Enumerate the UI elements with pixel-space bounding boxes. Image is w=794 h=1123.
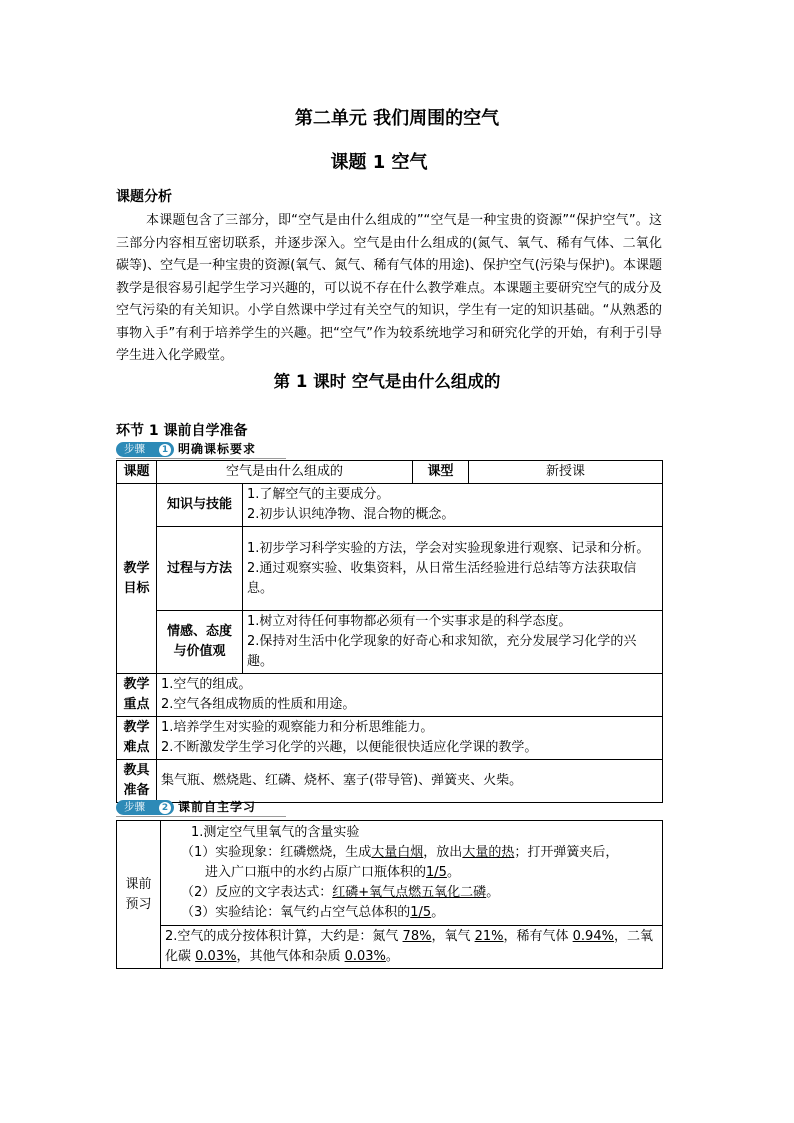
analysis-heading: 课题分析 <box>116 189 172 205</box>
step-pill-label: 步骤 <box>124 801 145 813</box>
answer: 大量的热 <box>462 845 515 860</box>
key-label: 教学重点 <box>117 674 157 717</box>
goal-line: 1.了解空气的主要成分。 <box>247 487 390 502</box>
goal-label: 过程与方法 <box>157 527 243 611</box>
goal-label: 知识与技能 <box>157 484 243 527</box>
curriculum-table <box>116 460 663 803</box>
text: ，二氧化碳 <box>165 929 653 964</box>
goal-line: 2.初步认识纯净物、混合物的概念。 <box>247 507 455 522</box>
unit-title: 第二单元 我们周围的空气 <box>294 108 500 129</box>
table-row <box>117 821 663 926</box>
answer: 21% <box>474 929 504 944</box>
step-1-label: 明确课标要求 <box>178 442 257 456</box>
experiment-line <box>181 843 658 863</box>
step-divider <box>116 816 286 817</box>
answer: 红磷+氧气点燃五氧化二磷 <box>332 885 487 900</box>
topic-label: 课题 <box>117 461 157 484</box>
goal-content <box>243 484 663 527</box>
air-composition <box>161 926 663 969</box>
table-row <box>117 461 663 484</box>
table-row <box>117 760 663 803</box>
goal-line: 2.通过观察实验、收集资料，从日常生活经验进行总结等方法获取信息。 <box>247 560 637 596</box>
goal-label: 情感、态度与价值观 <box>157 611 243 674</box>
lesson-title: 第 1 课时 空气是由什么组成的 <box>273 372 501 391</box>
table-row <box>117 484 663 527</box>
table-row <box>117 611 663 674</box>
hard-line: 2.不断激发学生学习化学的兴趣，以便能很快适应化学课的教学。 <box>161 740 538 755</box>
step-pill-label: 步骤 <box>124 443 145 455</box>
topic-value: 空气是由什么组成的 <box>157 461 413 484</box>
topic-title: 课题 1 空气 <box>330 152 428 173</box>
answer: 0.94% <box>572 929 614 944</box>
step-1-pill <box>116 442 174 457</box>
experiment-title: 1.测定空气里氧气的含量实验 <box>191 825 360 840</box>
experiment-line <box>205 863 658 883</box>
text: 2.空气的成分按体积计算，大约是：氮气 <box>165 929 403 944</box>
text: （2）反应的文字表达式： <box>181 885 333 900</box>
answer: 78% <box>402 929 432 944</box>
text: ，稀有气体 <box>503 929 573 944</box>
answer: 1/5 <box>426 865 447 880</box>
table-row <box>117 527 663 611</box>
step-number: 2 <box>159 802 171 814</box>
answer: 0.03% <box>344 949 386 964</box>
table-row <box>117 717 663 760</box>
table-row <box>117 926 663 969</box>
key-content <box>157 674 663 717</box>
text: ；打开弹簧夹后， <box>514 845 619 860</box>
goal-line: 1.初步学习科学实验的方法，学会对实验现象进行观察、记录和分析。 <box>247 540 650 556</box>
step-2-bar <box>116 800 286 815</box>
experiment-line <box>181 883 658 903</box>
section-heading: 环节 1 课前自学准备 <box>116 423 248 439</box>
answer: 1/5 <box>410 905 432 920</box>
type-label: 课型 <box>413 461 469 484</box>
text: （3）实验结论：氧气约占空气总体积的 <box>181 905 411 920</box>
text: ，其他气体和杂质 <box>236 949 345 964</box>
answer: 大量白烟 <box>371 845 424 860</box>
text: 。 <box>431 905 445 920</box>
step-2-label: 课前自主学习 <box>178 800 257 814</box>
goal-content <box>243 527 663 611</box>
step-number: 1 <box>159 444 171 456</box>
tools-label: 教具准备 <box>117 760 157 803</box>
tools-content: 集气瓶、燃烧匙、红磷、烧杯、塞子(带导管)、弹簧夹、火柴。 <box>157 760 663 803</box>
goals-label: 教学目标 <box>117 484 157 674</box>
hard-content <box>157 717 663 760</box>
goal-line: 2.保持对生活中化学现象的好奇心和求知欲，充分发展学习化学的兴趣。 <box>247 634 637 669</box>
type-value: 新授课 <box>469 461 663 484</box>
table-row <box>117 674 663 717</box>
step-divider <box>116 458 286 459</box>
preview-table <box>116 820 663 969</box>
step-2-pill <box>116 800 174 815</box>
analysis-paragraph: 本课题包含了三部分，即“空气是由什么组成的”“空气是一种宝贵的资源”“保护空气”。这三部分内容相互密切联系，并逐步深入。空气是由什么组成的(氮气、氧气、稀有气体、二氧化碳等)、空气是一种宝贵的资源(氧气、氮气、稀有气体的用途)、保护空气(污染与保护)。本课题教学是很容易引起学生学习兴趣的，可以说不存在什么教学难点。本课题主要研究空气的成分及空气污染的有关知识。小学自然课中学过有关空气的知识，学生有一定的知识基础。“从熟悉的事物入手”有利于培养学生的兴趣。把“空气”作为较系统地学习和研究化学的开始，有利于引导学生进入化学殿堂。 <box>116 213 663 363</box>
text: ，氧气 <box>431 929 475 944</box>
hard-label: 教学难点 <box>117 717 157 760</box>
key-line: 1.空气的组成。 <box>161 677 252 692</box>
text: （1）实验现象：红磷燃烧，生成 <box>181 845 372 860</box>
experiment-line <box>181 903 658 923</box>
answer: 0.03% <box>195 949 237 964</box>
text: 。 <box>486 885 500 900</box>
experiment-content <box>161 821 663 926</box>
step-1-bar <box>116 442 286 457</box>
hard-line: 1.培养学生对实验的观察能力和分析思维能力。 <box>161 720 434 735</box>
goal-line: 1.树立对待任何事物都必须有一个实事求是的科学态度。 <box>247 614 572 629</box>
text: ，放出 <box>423 845 463 860</box>
text: 进入广口瓶中的水约占原广口瓶体积的 <box>205 865 427 880</box>
text: 。 <box>385 949 399 964</box>
goal-content <box>243 611 663 674</box>
text: 。 <box>446 865 460 880</box>
key-line: 2.空气各组成物质的性质和用途。 <box>161 697 356 712</box>
preview-label: 课前预习 <box>117 821 161 969</box>
